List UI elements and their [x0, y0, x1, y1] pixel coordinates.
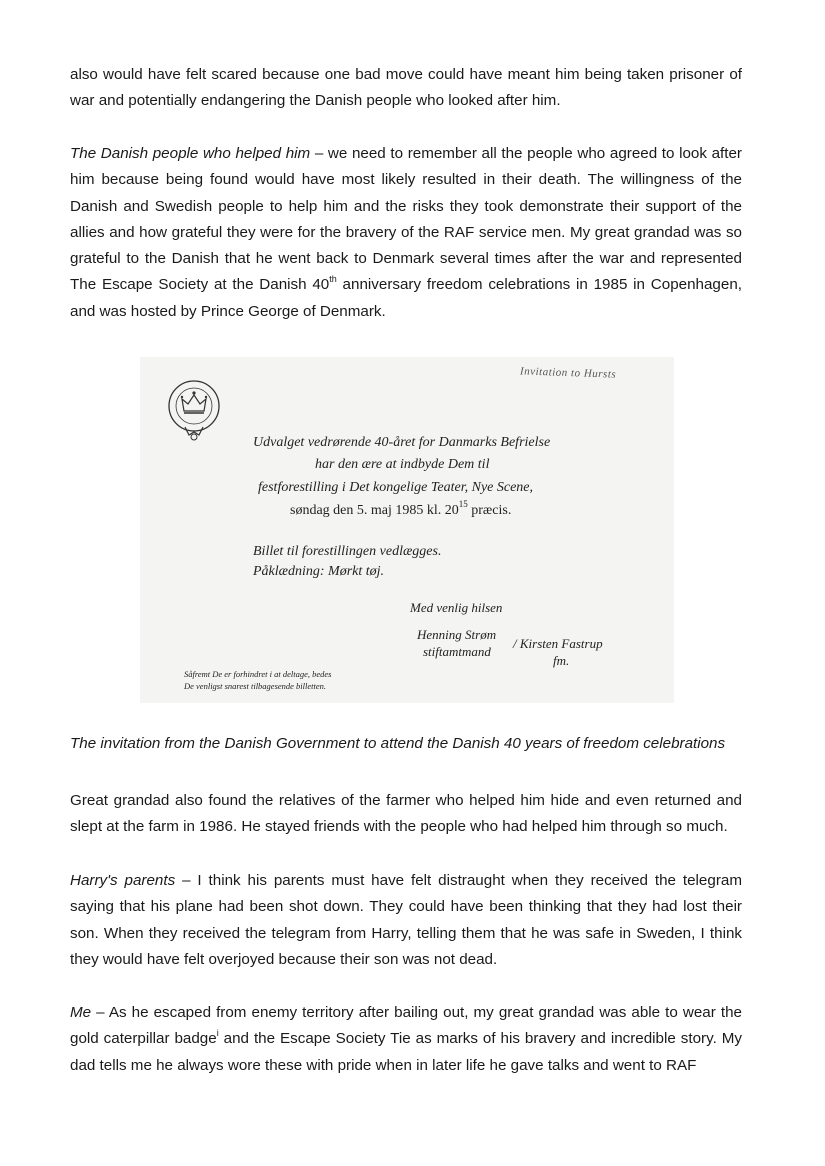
paragraph-lead: The Danish people who helped him: [70, 145, 311, 162]
invitation-line-dress: Påklædning: Mørkt tøj.: [253, 564, 385, 579]
invitation-image: [140, 357, 674, 703]
invitation-footnote-2: De venligst snarest tilbagesende billetten.: [184, 681, 327, 691]
invitation-line-1: Udvalget vedrørende 40-året for Danmarks Befrielse: [253, 435, 551, 450]
invitation-footnote-1: Såfremt De er forhindret i at deltage, bedes: [184, 669, 332, 679]
invitation-date-line: søndag den 5. maj 1985 kl. $20^{15}$ præcis.: [290, 499, 512, 518]
invitation-line-3: festforestilling i Det kongelige Teater, Nye Scene,: [258, 480, 534, 495]
invitation-line-ticket: Billet til forestillingen vedlægges.: [253, 544, 442, 559]
handwritten-note: Invitation to Hursts: [519, 365, 617, 381]
paragraph-lead: Harry's parents: [70, 872, 176, 889]
signer-2-title: fm.: [553, 653, 570, 668]
royal-crest-seal-icon: [165, 377, 223, 445]
paragraph-parents: Harry's parents – I think his parents must have felt distraught when they received the telegram saying that his plane had been shot down. They could have been thinking that they had lost their son. When they received the telegram from Harry, telling them that he was safe in Sweden, I think they would have felt overjoyed because their son was not dead.: [70, 872, 742, 968]
signer-1-title: stiftamtmand: [423, 644, 491, 659]
paragraph-farm: Great grandad also found the relatives of the farmer who helped him hide and even returned and slept at the farm in 1986. He stayed friends with the people who had helped him through so much.: [70, 792, 742, 836]
paragraph-lead: Me: [70, 1004, 92, 1021]
paragraph-me: Me – As he escaped from enemy territory after bailing out, my great grandad was able to wear the gold caterpillar badge$^i$ and the Escape Society Tie as marks of his bravery and incredible story. My dad tells me he always wore these with pride when in later life he gave talks and went to RAF: [70, 1004, 742, 1074]
paragraph-danish-people: The Danish people who helped him – we need to remember all the people who agreed to look after him because being found would have most likely resulted in their death. The willingness of the Danish and Swedish people to help him and the risks they took demonstrate their support of the allies and how grateful they were for the bravery of the RAF service men. My great grandad was so grateful to the Danish that he went back to Denmark several times after the war and represented The Escape Society at the Danish 40th anniversary freedom celebrations in 1985 in Copenhagen, and was hosted by Prince George of Denmark.: [70, 145, 742, 320]
paragraph-scared: also would have felt scared because one bad move could have meant him being taken prisoner of war and potentially endangering the Danish people who looked after him.: [70, 66, 742, 110]
invitation-caption: The invitation from the Danish Government to attend the Danish 40 years of freedom celebrations: [70, 735, 726, 752]
signer-2-name: / Kirsten Fastrup: [513, 636, 603, 651]
invitation-line-2: har den ære at indbyde Dem til: [315, 457, 490, 472]
signer-1-name: Henning Strøm: [417, 627, 497, 642]
invitation-greeting: Med venlig hilsen: [410, 600, 503, 615]
